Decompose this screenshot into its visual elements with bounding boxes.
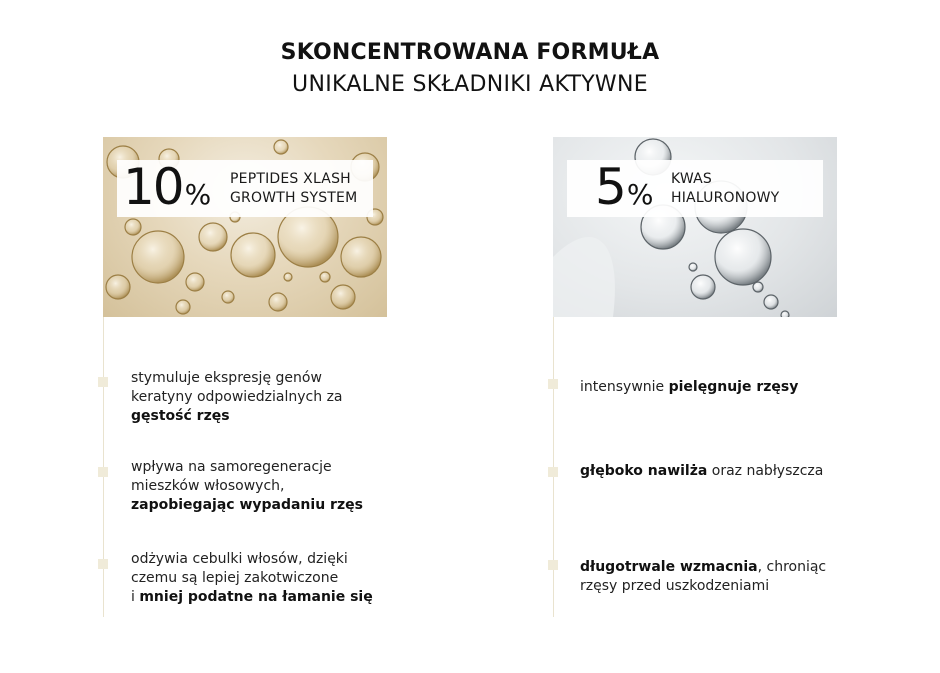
benefit-highlight: długotrwale wzmacnia (580, 559, 758, 575)
timeline-marker (548, 379, 558, 389)
benefit-item (131, 369, 391, 426)
benefit-text: oraz nabłyszcza (707, 463, 824, 479)
ingredient-name-line2: GROWTH SYSTEM (230, 190, 358, 206)
timeline-marker (548, 467, 558, 477)
benefit-line (580, 558, 860, 577)
timeline-marker (548, 560, 558, 570)
page-subtitle: UNIKALNE SKŁADNIKI AKTYWNE (292, 72, 648, 97)
benefit-line (131, 569, 391, 588)
percent-symbol: % (184, 178, 212, 211)
benefit-item (580, 462, 860, 481)
benefit-item (131, 550, 391, 607)
benefit-item (131, 458, 391, 515)
benefit-text: stymuluje ekspresję genów (131, 370, 322, 386)
percent-value (123, 158, 212, 216)
benefit-text: mieszków włosowych, (131, 478, 285, 494)
benefit-line (580, 378, 860, 397)
benefit-line (580, 462, 860, 481)
benefit-line (131, 369, 391, 388)
ingredient-panel-peptides (103, 137, 387, 317)
timeline-marker (98, 377, 108, 387)
benefit-item (580, 558, 860, 596)
benefit-line (131, 407, 391, 426)
benefit-highlight: gęstość rzęs (131, 408, 230, 424)
benefit-text: keratyny odpowiedzialnych za (131, 389, 343, 405)
ingredient-label-card (567, 160, 823, 217)
benefit-text: odżywia cebulki włosów, dzięki (131, 551, 348, 567)
benefit-line (131, 588, 391, 607)
benefit-text: rzęsy przed uszkodzeniami (580, 578, 770, 594)
benefit-line (131, 388, 391, 407)
benefit-line (131, 458, 391, 477)
benefit-highlight: mniej podatne na łamanie się (139, 589, 373, 605)
ingredient-label-card (117, 160, 373, 217)
benefit-line (131, 550, 391, 569)
benefit-line (580, 577, 860, 596)
ingredient-name-line1: PEPTIDES XLASH (230, 171, 351, 187)
benefit-item (580, 378, 860, 397)
benefit-line (131, 477, 391, 496)
ingredient-panel-hyaluronic (553, 137, 837, 317)
ingredient-name (671, 170, 779, 208)
benefit-text: , chroniąc (757, 559, 827, 575)
benefit-text: i (131, 589, 140, 605)
ingredient-name (230, 170, 357, 208)
benefit-text: wpływa na samoregeneracje (131, 459, 332, 475)
benefit-text: intensywnie (580, 379, 669, 395)
benefit-line (131, 496, 391, 515)
ingredient-name-line2: HIALURONOWY (671, 190, 780, 206)
timeline-marker (98, 559, 108, 569)
percent-number: 10 (123, 158, 183, 216)
benefit-highlight: zapobiegając wypadaniu rzęs (131, 497, 363, 513)
benefit-highlight: pielęgnuje rzęsy (668, 379, 799, 395)
ingredient-name-line1: KWAS (671, 171, 713, 187)
percent-symbol: % (626, 178, 654, 211)
benefit-highlight: głęboko nawilża (580, 463, 708, 479)
timeline-marker (98, 467, 108, 477)
percent-number: 5 (595, 158, 625, 216)
page-title: SKONCENTROWANA FORMUŁA (280, 40, 660, 65)
benefit-text: czemu są lepiej zakotwiczone (131, 570, 339, 586)
percent-value (595, 158, 654, 216)
